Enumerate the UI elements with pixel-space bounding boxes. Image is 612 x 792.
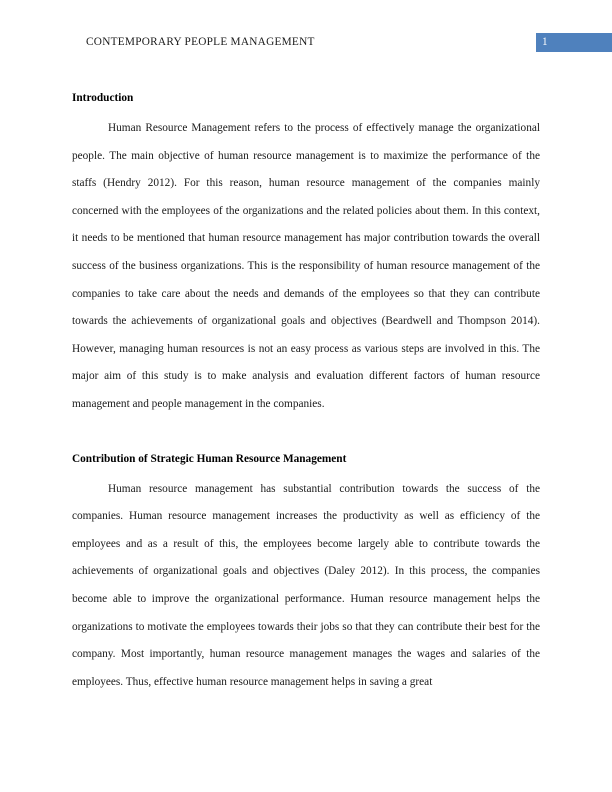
- section-paragraph-introduction: Human Resource Management refers to the process of effectively manage the organizational people. The main objective of human resource management is to maximize the performance of the staffs (Hendry 2012). For this reason, human resource management of the companies mainly concerned with the employees of the organizations and the related policies about them. In this context, it needs to be mentioned that human resource management has major contribution towards the overall success of the business organizations. This is the responsibility of human resource management of the companies to take care about the needs and demands of the employees so that they can contribute towards the achievements of organizational goals and objectives (Beardwell and Thompson 2014). However, managing human resources is not an easy process as various steps are involved in this. The major aim of this study is to make analysis and evaluation different factors of human resource management and people management in the companies.: [72, 122, 540, 410]
- running-header-title: CONTEMPORARY PEOPLE MANAGEMENT: [86, 36, 315, 48]
- section-heading-introduction: Introduction: [72, 92, 134, 104]
- page-number-value: 1: [542, 36, 548, 48]
- document-body: [72, 88, 540, 696]
- page-running-header: [0, 33, 612, 55]
- section-heading-contribution: Contribution of Strategic Human Resource Management: [72, 452, 347, 465]
- page-number-badge: [536, 33, 612, 52]
- section-paragraph-contribution: Human resource management has substantial contribution towards the success of the companies. Human resource management increases the productivity as well as efficiency of the employees and as a result of this, the employees become largely able to contribute towards the achievements of organizational goals and objectives (Daley 2012). In this process, the companies become able to improve the organizational performance. Human resource management helps the organizations to motivate the employees towards their jobs so that they can contribute their best for the company. Most importantly, human resource management manages the wages and salaries of the employees. Thus, effective human resource management helps in saving a great: [72, 482, 540, 688]
